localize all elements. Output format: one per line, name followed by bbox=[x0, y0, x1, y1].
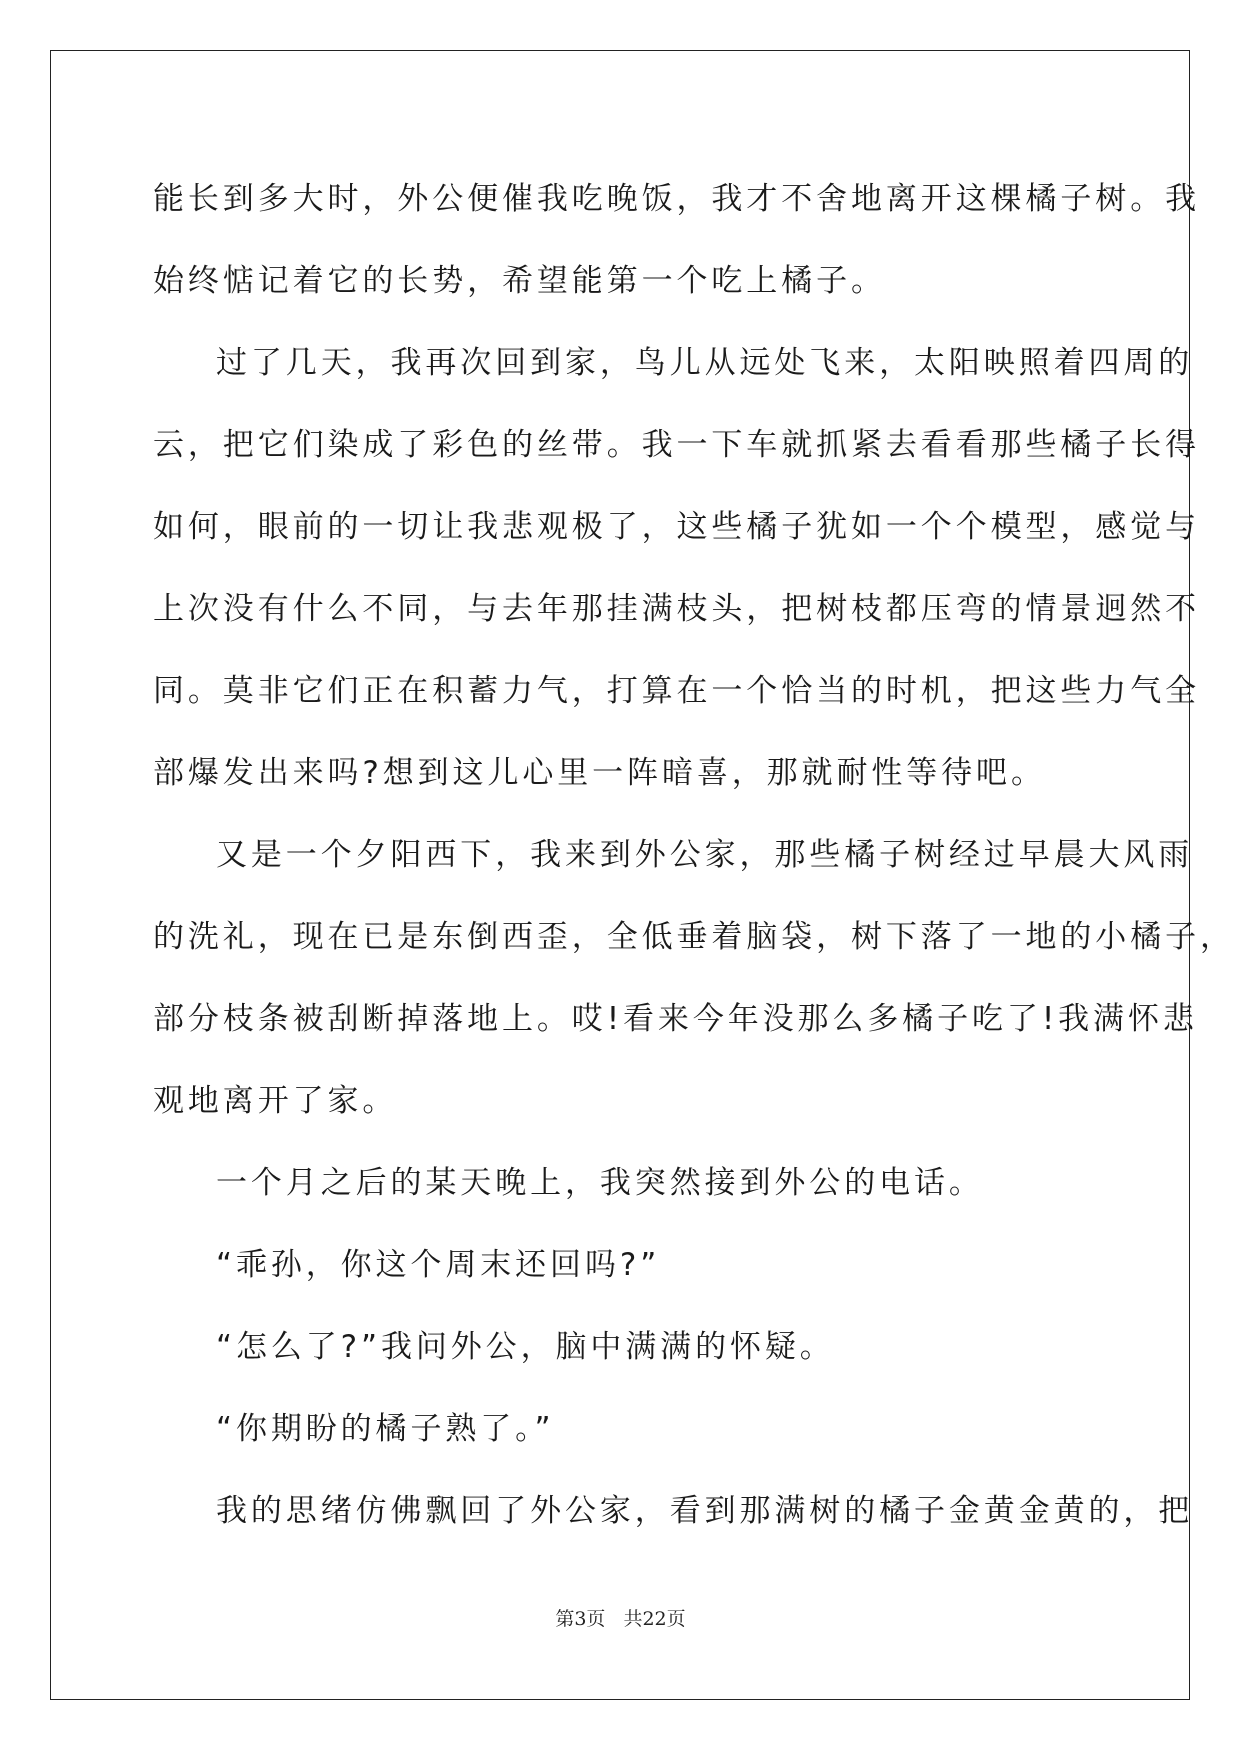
text-line-6: 上次没有什么不同，与去年那挂满枝头，把树枝都压弯的情景迥然不 bbox=[153, 591, 1200, 627]
text-line-17: 我的思绪仿佛飘回了外公家，看到那满树的橘子金黄金黄的，把 bbox=[216, 1493, 1194, 1529]
text-line-4: 云，把它们染成了彩色的丝带。我一下车就抓紧去看看那些橘子长得 bbox=[153, 427, 1200, 463]
text-line-13: 一个月之后的某天晚上，我突然接到外公的电话。 bbox=[216, 1165, 984, 1201]
text-line-10: 的洗礼，现在已是东倒西歪，全低垂着脑袋，树下落了一地的小橘子， bbox=[153, 919, 1235, 955]
text-line-3: 过了几天，我再次回到家，鸟儿从远处飞来，太阳映照着四周的 bbox=[216, 345, 1194, 381]
text-line-9: 又是一个夕阳西下，我来到外公家，那些橘子树经过早晨大风雨 bbox=[216, 837, 1194, 873]
text-line-11: 部分枝条被刮断掉落地上。哎!看来今年没那么多橘子吃了!我满怀悲 bbox=[153, 1001, 1198, 1037]
page-number: 第3页 bbox=[555, 1608, 606, 1630]
text-line-15: “怎么了?”我问外公，脑中满满的怀疑。 bbox=[216, 1329, 835, 1365]
text-line-2: 始终惦记着它的长势，希望能第一个吃上橘子。 bbox=[153, 263, 886, 299]
page-footer bbox=[0, 1604, 1241, 1631]
text-line-14: “乖孙，你这个周末还回吗?” bbox=[216, 1247, 661, 1283]
text-line-1: 能长到多大时，外公便催我吃晚饭，我才不舍地离开这棵橘子树。我 bbox=[153, 181, 1200, 217]
text-line-8: 部爆发出来吗?想到这儿心里一阵暗喜，那就耐性等待吧。 bbox=[153, 755, 1046, 791]
text-line-12: 观地离开了家。 bbox=[153, 1083, 398, 1119]
text-line-7: 同。莫非它们正在积蓄力气，打算在一个恰当的时机，把这些力气全 bbox=[153, 673, 1200, 709]
text-line-5: 如何，眼前的一切让我悲观极了，这些橘子犹如一个个模型，感觉与 bbox=[153, 509, 1200, 545]
page-total: 共22页 bbox=[623, 1608, 686, 1630]
text-line-16: “你期盼的橘子熟了。” bbox=[216, 1411, 555, 1447]
document-body bbox=[153, 158, 1235, 1552]
